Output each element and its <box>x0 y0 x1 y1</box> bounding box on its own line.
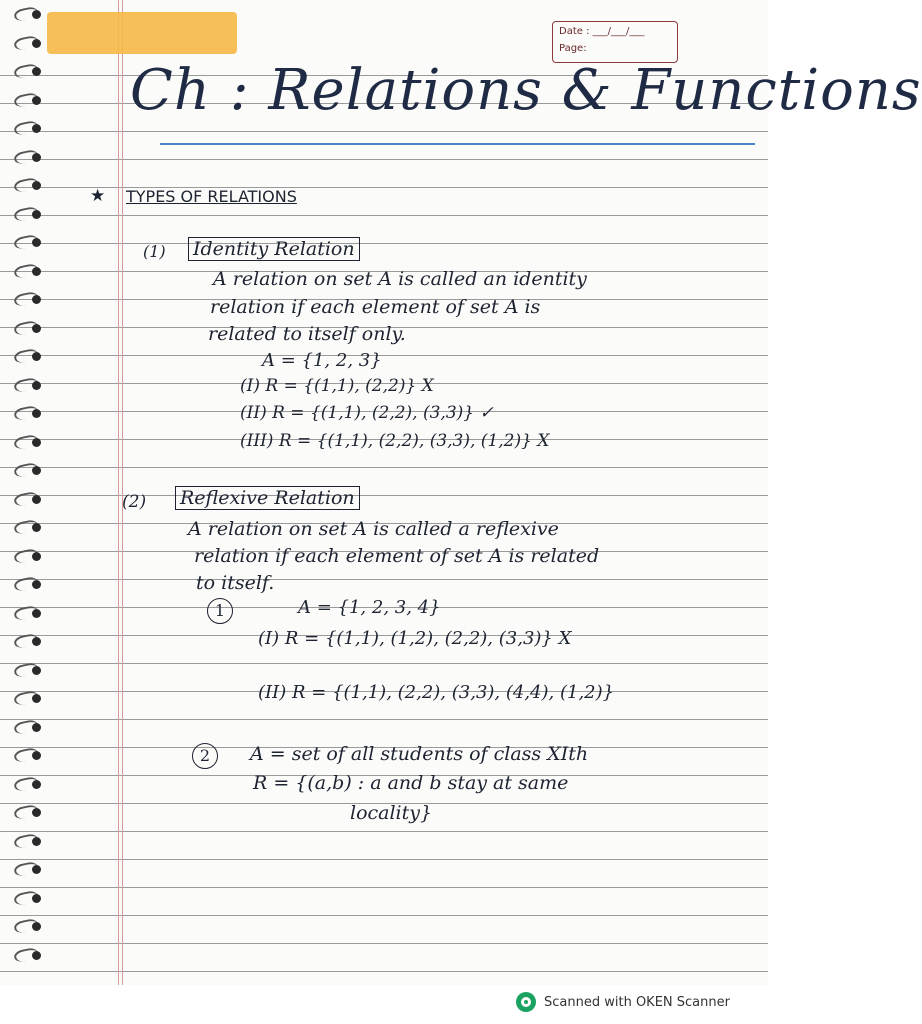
spiral-ring <box>14 65 44 77</box>
ruled-line <box>0 187 768 188</box>
spiral-ring <box>14 521 44 533</box>
spiral-ring <box>14 721 44 733</box>
spiral-ring <box>14 179 44 191</box>
spiral-ring <box>14 37 44 49</box>
identity-set-a: A = {1, 2, 3} <box>262 350 382 371</box>
ruled-line <box>0 859 768 860</box>
spiral-ring <box>14 151 44 163</box>
spiral-ring <box>14 350 44 362</box>
spiral-ring <box>14 550 44 562</box>
example-1-number: 1 <box>207 598 233 624</box>
page-title: Ch : Relations & Functions <box>130 58 922 123</box>
spiral-ring <box>14 208 44 220</box>
date-label: Date : ___/___/___ <box>559 26 645 37</box>
spiral-ring <box>14 436 44 448</box>
scanner-text: Scanned with OKEN Scanner <box>544 994 730 1010</box>
identity-heading <box>188 238 360 260</box>
reflexive-example-2: (II) R = {(1,1), (2,2), (3,3), (4,4), (1,2)} <box>258 682 615 703</box>
spiral-ring <box>14 265 44 277</box>
identity-definition-line-1: A relation on set A is called an identity <box>213 268 587 290</box>
spiral-ring <box>14 94 44 106</box>
spiral-ring <box>14 806 44 818</box>
spiral-ring <box>14 778 44 790</box>
ruled-line <box>0 943 768 944</box>
scanner-logo-icon <box>516 992 536 1012</box>
spiral-ring <box>14 949 44 961</box>
spiral-ring <box>14 407 44 419</box>
ruled-line <box>0 719 768 720</box>
title-underline <box>160 143 755 145</box>
reflexive-definition-line-2: relation if each element of set A is related <box>194 545 600 567</box>
date-page-box <box>552 21 678 63</box>
identity-example-1: (I) R = {(1,1), (2,2)} X <box>240 376 434 396</box>
ruled-line <box>0 663 768 664</box>
example-2-relation-line-1: R = {(a,b) : a and b stay at same <box>253 772 569 794</box>
page-label: Page: <box>559 43 587 54</box>
reflexive-heading-text: Reflexive Relation <box>175 486 360 510</box>
margin-line <box>118 0 119 985</box>
ruled-line <box>0 355 768 356</box>
spiral-ring <box>14 8 44 20</box>
spiral-ring <box>14 236 44 248</box>
ruled-line <box>0 215 768 216</box>
spiral-ring <box>14 664 44 676</box>
spiral-ring <box>14 892 44 904</box>
spiral-ring <box>14 749 44 761</box>
spiral-ring <box>14 835 44 847</box>
identity-definition-line-3: related to itself only. <box>208 323 406 345</box>
identity-number: (1) <box>143 242 166 261</box>
star-icon: ★ <box>90 186 106 206</box>
ruled-line <box>0 495 768 496</box>
ruled-line <box>0 243 768 244</box>
ruled-line <box>0 467 768 468</box>
identity-heading-text: Identity Relation <box>188 237 360 261</box>
section-heading: TYPES OF RELATIONS <box>126 187 297 206</box>
spiral-ring <box>14 863 44 875</box>
reflexive-definition-line-1: A relation on set A is called a reflexive <box>188 518 559 540</box>
example-2-set-a: A = set of all students of class XIth <box>250 743 589 765</box>
ruled-line <box>0 579 768 580</box>
spiral-ring <box>14 920 44 932</box>
spiral-ring <box>14 293 44 305</box>
reflexive-number: (2) <box>122 492 147 512</box>
identity-definition-line-2: relation if each element of set A is <box>210 296 541 318</box>
example-2-marker <box>192 743 218 769</box>
spiral-ring <box>14 607 44 619</box>
reflexive-set-a: A = {1, 2, 3, 4} <box>298 597 441 618</box>
reflexive-definition-line-3: to itself. <box>196 572 275 594</box>
identity-example-3: (III) R = {(1,1), (2,2), (3,3), (1,2)} X <box>240 431 550 451</box>
example-1-marker <box>207 598 233 624</box>
spiral-ring <box>14 493 44 505</box>
spiral-ring <box>14 322 44 334</box>
example-2-relation-line-2: locality} <box>350 802 433 824</box>
spiral-ring <box>14 578 44 590</box>
spiral-ring <box>14 464 44 476</box>
spiral-ring <box>14 122 44 134</box>
ruled-line <box>0 971 768 972</box>
spiral-ring <box>14 692 44 704</box>
ruled-line <box>0 887 768 888</box>
spiral-ring <box>14 635 44 647</box>
identity-example-2: (II) R = {(1,1), (2,2), (3,3)} ✓ <box>240 403 494 423</box>
example-2-number: 2 <box>192 743 218 769</box>
ruled-line <box>0 831 768 832</box>
highlighter-mark <box>47 12 237 54</box>
scanner-watermark <box>516 990 730 1014</box>
reflexive-heading <box>175 487 360 509</box>
ruled-line <box>0 159 768 160</box>
ruled-line <box>0 915 768 916</box>
spiral-ring <box>14 379 44 391</box>
reflexive-example-1: (I) R = {(1,1), (1,2), (2,2), (3,3)} X <box>258 628 572 649</box>
